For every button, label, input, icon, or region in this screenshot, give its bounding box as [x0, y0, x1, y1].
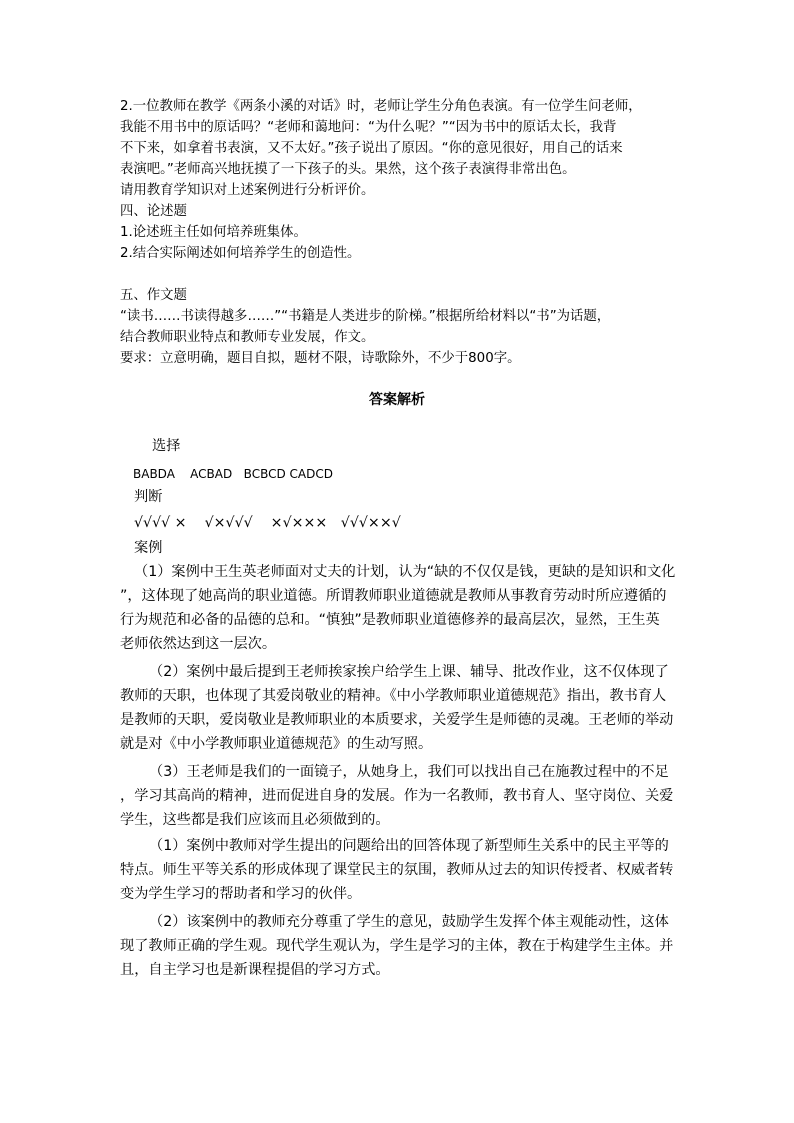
case1-analysis-line: ”，这体现了她高尚的职业道德。所谓教师职业道德就是教师从事教育劳动时所应遵循的 [120, 588, 667, 604]
case1-analysis-line: （1）案例中王生英老师面对丈夫的计划，认为“缺的不仅仅是钱，更缺的是知识和文化 [134, 564, 676, 580]
composition-prompt-line: 结合教师职业特点和教师专业发展，作文。 [120, 330, 375, 345]
case1-analysis-line: 老师依然达到这一层次。 [120, 636, 277, 652]
case1-analysis-line: （2）案例中最后提到王老师挨家挨户给学生上课、辅导、批改作业，这不仅体现了 [149, 664, 669, 680]
case1-analysis-line: 是教师的天职，爱岗敬业是教师职业的本质要求，关爱学生是师德的灵魂。王老师的举动 [120, 712, 674, 728]
answers-title: 答案解析 [369, 392, 425, 408]
case-question-line: 2.一位教师在教学《两条小溪的对话》时，老师让学生分角色表演。有一位学生问老师， [120, 99, 642, 114]
case1-analysis-line: 就是对《中小学教师职业道德规范》的生动写照。 [120, 736, 433, 752]
case1-analysis-line: 学生，这些都是我们应该而且必须做到的。 [120, 812, 390, 828]
composition-prompt-line: “读书……书读得越多……”“书籍是人类进步的阶梯。”根据所给材料以“书”为话题， [120, 309, 611, 324]
composition-section-heading: 五、作文题 [120, 288, 187, 303]
judge-label: 判断 [134, 489, 163, 505]
case1-analysis-line: （3）王老师是我们的一面镜子，从她身上，我们可以找出自己在施教过程中的不足 [149, 764, 669, 780]
case1-analysis-line: 行为规范和必备的品德的总和。“慎独”是教师职业道德修养的最高层次，显然，王生英 [120, 612, 660, 628]
judge-answers: √√√√ × √×√√√ ×√××× √√√××√ [134, 515, 401, 531]
case1-analysis-line: ，学习其高尚的精神，进而促进自身的发展。作为一名教师，教书育人、坚守岗位、关爱 [120, 788, 674, 804]
case2-analysis-line: （1）案例中教师对学生提出的问题给出的回答体现了新型师生关系中的民主平等的 [149, 838, 669, 854]
case2-analysis-line: 特点。师生平等关系的形成体现了课堂民主的氛围，教师从过去的知识传授者、权威者转 [120, 862, 674, 878]
essay-section-heading: 四、论述题 [120, 204, 187, 219]
choice-label: 选择 [152, 438, 181, 454]
case-question-line: 我能不用书中的原话吗？“老师和蔼地问：“为什么呢？”“因为书中的原话太长，我背 [120, 120, 617, 135]
case-question-instruction: 请用教育学知识对上述案例进行分析评价。 [120, 183, 375, 198]
essay-question-item: 1.论述班主任如何培养班集体。 [120, 225, 307, 240]
case-question-line: 不下来，如拿着书表演，又不太好。”孩子说出了原因。“你的意见很好，用自己的话来 [120, 141, 623, 156]
essay-question-item: 2.结合实际阐述如何培养学生的创造性。 [120, 246, 361, 261]
case-question-line: 表演吧。”老师高兴地抚摸了一下孩子的头。果然，这个孩子表演得非常出色。 [120, 162, 576, 177]
case1-analysis-line: 教师的天职，也体现了其爱岗敬业的精神。《中小学教师职业道德规范》指出，教书育人 [120, 688, 667, 704]
choice-answers: BABDA ACBAD BCBCD CADCD [133, 467, 333, 481]
case2-analysis-line: 且，自主学习也是新课程提倡的学习方式。 [120, 962, 390, 978]
case2-analysis-line: 现了教师正确的学生观。现代学生观认为，学生是学习的主体，教在于构建学生主体。并 [120, 938, 674, 954]
case-label: 案例 [134, 540, 163, 556]
case2-analysis-line: （2）该案例中的教师充分尊重了学生的意见，鼓励学生发挥个体主观能动性，这体 [149, 914, 669, 930]
composition-requirement: 要求：立意明确，题目自拟，题材不限，诗歌除外，不少于800字。 [120, 351, 521, 366]
case2-analysis-line: 变为学生学习的帮助者和学习的伙伴。 [120, 886, 362, 902]
